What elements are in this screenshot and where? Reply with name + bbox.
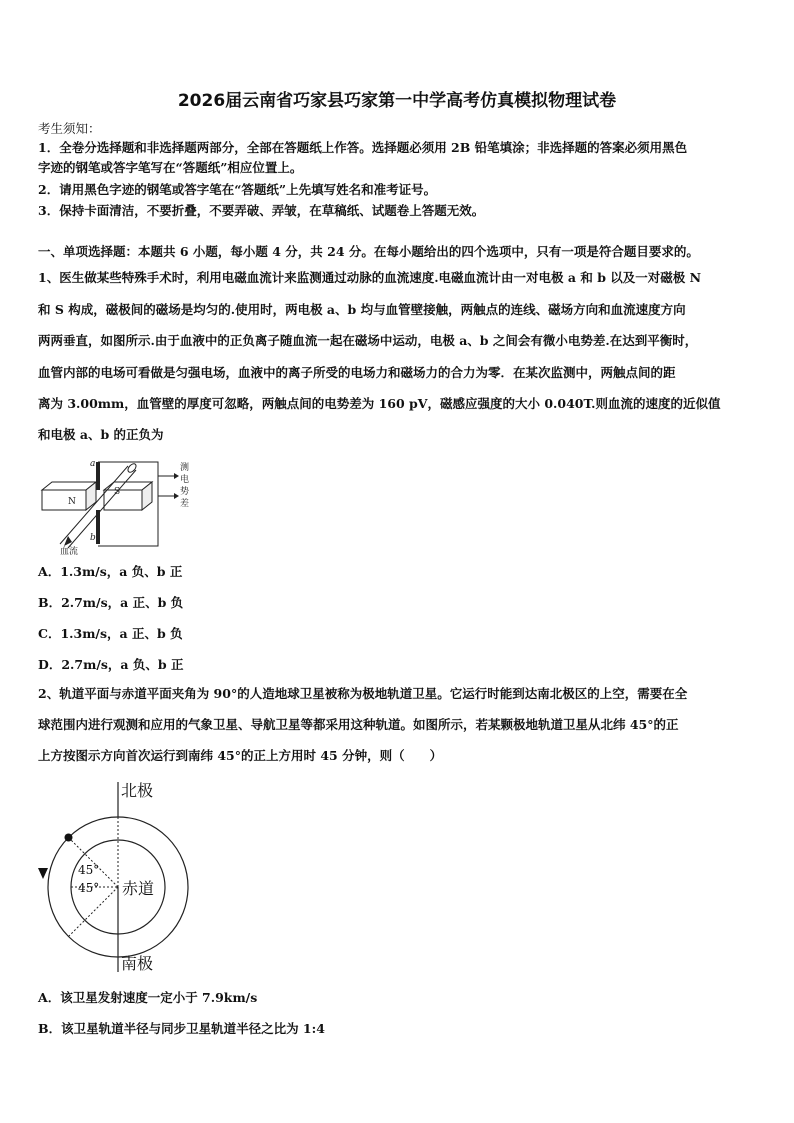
q2-line-1: 2、轨道平面与赤道平面夹角为 90°的人造地球卫星被称为极地轨道卫星。它运行时能到达南北极区的上空，需要在全 bbox=[38, 686, 688, 701]
equator-label: 赤道 bbox=[122, 879, 155, 898]
magnet-s-label: S bbox=[114, 487, 121, 497]
notice-heading: 考生须知： bbox=[38, 121, 101, 136]
measure-label-4: 差 bbox=[180, 499, 190, 509]
q1-line-5: 离为 3.00mm，血管壁的厚度可忽略，两触点间的电势差为 160 pV，磁感应强度的大小 0.040T.则血流的速度的近似值 bbox=[38, 396, 721, 411]
q1-line-3: 两两垂直，如图所示.由于血液中的正负离子随血流一起在磁场中运动，电极 a、b 之间会有微小电势差.在达到平衡时， bbox=[38, 333, 698, 348]
notice-item-1b: 字迹的钢笔或答字笔写在“答题纸”相应位置上。 bbox=[38, 160, 303, 175]
measure-label-2: 电 bbox=[180, 475, 190, 485]
q2-line-3: 上方按图示方向首次运行到南纬 45°的正上方用时 45 分钟，则（ ） bbox=[38, 748, 443, 763]
q1-line-1: 1、医生做某些特殊手术时，利用电磁血流计来监测通过动脉的血流速度.电磁血流计由一对电极 a 和 b 以及一对磁极 N bbox=[38, 270, 702, 285]
q1-line-2: 和 S 构成，磁极间的磁场是均匀的.使用时，两电极 a、b 均与血管壁接触，两触点的连线、磁场方向和血流速度方向 bbox=[38, 302, 686, 317]
q2-line-2: 球范围内进行观测和应用的气象卫星、导航卫星等都采用这种轨道。如图所示，若某颗极地轨道卫星从北纬 45°的正 bbox=[38, 717, 679, 732]
notice-item-2: 2．请用黑色字迹的钢笔或答字笔在“答题纸”上先填写姓名和准考证号。 bbox=[38, 182, 437, 197]
polar-orbit-figure bbox=[30, 776, 200, 976]
q1-option-c: C．1.3m/s，a 正、b 负 bbox=[38, 626, 183, 641]
north-pole-label: 北极 bbox=[121, 781, 154, 800]
blood-flow-label: 血流 bbox=[60, 547, 79, 556]
notice-item-1a: 1．全卷分选择题和非选择题两部分，全部在答题纸上作答。选择题必须用 2B 铅笔填涂；非选择题的答案必须用黑色 bbox=[38, 140, 688, 155]
magnet-n-label: N bbox=[68, 497, 76, 507]
blood-flow-meter-figure bbox=[38, 456, 198, 556]
measure-label-3: 势 bbox=[180, 487, 190, 497]
notice-item-3: 3．保持卡面清洁，不要折叠，不要弄破、弄皱，在草稿纸、试题卷上答题无效。 bbox=[38, 203, 485, 218]
electrode-b-label: b bbox=[90, 533, 96, 543]
q1-option-d: D．2.7m/s，a 负、b 正 bbox=[38, 657, 184, 672]
exam-title: 2026届云南省巧家县巧家第一中学高考仿真模拟物理试卷 bbox=[177, 91, 617, 111]
q1-option-a: A．1.3m/s，a 负、b 正 bbox=[38, 564, 183, 579]
section-heading: 一、单项选择题：本题共 6 小题，每小题 4 分，共 24 分。在每小题给出的四个选项中，只有一项是符合题目要求的。 bbox=[38, 244, 699, 259]
q2-option-a: A．该卫星发射速度一定小于 7.9km/s bbox=[38, 990, 258, 1005]
measure-label-1: 测 bbox=[180, 463, 190, 473]
angle-label-south: 45° bbox=[78, 881, 100, 895]
q1-line-4: 血管内部的电场可看做是匀强电场，血液中的离子所受的电场力和磁场力的合力为零．在某次监测中，两触点间的距 bbox=[38, 365, 676, 380]
electrode-a-label: a bbox=[90, 459, 96, 469]
south-pole-label: 南极 bbox=[121, 954, 154, 973]
q1-option-b: B．2.7m/s，a 正、b 负 bbox=[38, 595, 184, 610]
q2-option-b: B．该卫星轨道半径与同步卫星轨道半径之比为 1:4 bbox=[38, 1021, 325, 1036]
angle-label-north: 45° bbox=[78, 863, 100, 877]
q1-line-6: 和电极 a、b 的正负为 bbox=[38, 427, 164, 442]
